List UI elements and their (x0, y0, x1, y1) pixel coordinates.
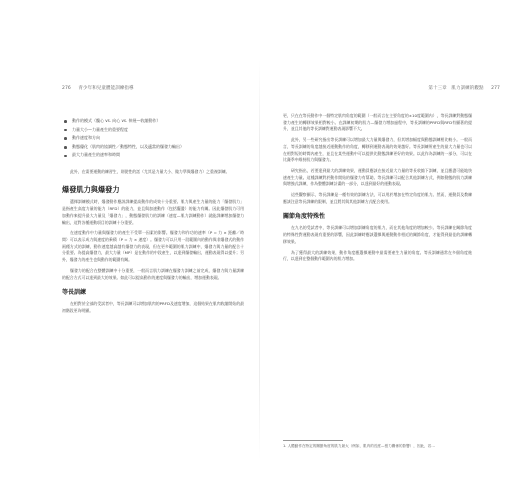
body-paragraph: 這些觀察顯示，等長訓練是一種有效的訓練方法，可以用於增加在特定角度的肌力。然而，運動員及教練應該注意等長訓練的限制，並且將其與其他訓練方式配合使用。 (283, 192, 472, 204)
right-column (283, 113, 472, 267)
body-paragraph: 研究指出，若要達到最大的訓練效果，運動員應該在接近最大力量的等長收縮下訓練，並且應盡可能地快速產生力量。這種訓練對於動作開始的爆發力有幫助。等長訓練可以配合其他訓練方式，例如動態的肌力訓練與增強式訓練，作為整體訓練計畫的一部分，以達到最好的運動表現。 (283, 167, 472, 187)
body-paragraph: 更，只在在等長動作中一個特定肌肉角度的範圍（一般而言在主要角度的±10度範圍內），等長訓練對動態爆發力產生的轉移效果相對較小。在訓練初期的肌力—爆發力增加過程中，等長訓練的PRFD與RFD有顯著的提升，並且其他的等長訓練對運動表現影響不大。 (283, 113, 472, 132)
bullet-item: 最大力量產生的速率和時間 (62, 152, 244, 158)
subsection-title: 關節角度特殊性 (283, 213, 326, 221)
right-running-head: 第十三章 肌力訓練的觀點 (428, 86, 484, 91)
bullet-item: 力量大小—力量產生的重要程度 (62, 127, 244, 133)
body-paragraph: 在相對於全部的受試者中，等長訓練可以增加肌肉的PRFD及速度增加，這個結果在肌肉收縮開始的最初階段更為明顯。 (62, 301, 244, 313)
section-title: 爆發肌力與爆發力 (62, 185, 120, 195)
body-paragraph: 此外，在需要運動的練習生，則從性的話（尤其是力量大小、做力學與爆發力）之重複訓練。 (70, 168, 230, 174)
left-page-number: 276 (62, 86, 71, 91)
bullet-item: 動作速度和方向 (62, 135, 244, 141)
left-running-header (62, 85, 134, 91)
bullet-item: 動作的模式（髖心 vs. 向心 vs. 伸展—收縮動作） (62, 118, 244, 124)
body-paragraph: 在九名的受試者中，等長訓練可以增加訓練角度的肌力，而在其他角度的增加較少。等長訓練在關節角度的特殊性對運動表現有重要的影響，因此訓練時應該選擇與運動動作相近的關節角度，才能得到最佳的訓練轉移效果。 (283, 225, 472, 244)
body-paragraph: 選擇訓練模式時，爆發動作應該訓練提高動作的成效十分重要。肌力與產生力量的能力「爆發肌力」是指產生高度力量的能力（RFD）的能力，並且與加速動作（包括擺盪）的能力有關。因此爆發肌力可用加動作來提升最大力量及「爆發力」，動態爆發肌力的訓練（速度—肌力訓練動作）就能訓練增加爆發力輸出，這對各種運動項目的訓練十分重要。 (62, 199, 244, 225)
body-paragraph: 此外，另一些研究指出等長訓練可以增加最大力量與爆發力，但其增加幅度與動態訓練相比較小。一般而言，等長訓練的角度越接近運動動作的角度，轉移到運動表現的效果越好。等長訓練所產生的最大力量也可以在相對短的時間內產生，並且在某些運動中可以提供比動態訓練更好的效果。以此作為訓練的一部分，可以在比賽季中維持肌力與爆發力。 (283, 137, 472, 163)
body-paragraph: 為了獲得最大的訓練效果，動作角度應選擇運動中最需要產生力量的角度。等長訓練通常在多個角度進行，以達到在整個動作範圍內的肌力增加。 (283, 249, 472, 262)
left-running-head: 青少年和兒童體能訓練指導 (78, 86, 134, 91)
bullet-list (62, 118, 244, 159)
left-column (62, 118, 244, 319)
body-paragraph: 爆發力的配合在整體訓練中十分重要，一般而言肌力訓練在爆發力訓練之前完成，爆發力與力量訓練的配合方式可以達到最大的效果。如此可以提高動作的速度與爆發力的輸出，增加運動表現。 (62, 267, 244, 280)
right-running-header (428, 85, 500, 91)
body-paragraph: 在速度動作中力量與爆發力的產生不受單一因素的影響。爆發力和作功的速率（P = 力 × 距離／時間）可以表示成力與速度的乘積（P = 力 × 速度）。爆發力可以只用一段範圍內的動作與非爆發式的動作兩種方式的訓練，動作速度越高越有爆發力的表現，但在更多範圍的肌力訓練中，爆發力與力量的配合十分重要。為提高爆發力，最大力量（MP）是在動作的中段產生，以達到爆發輸出，運動表現得以提升；另外，爆發力的產生也與動作的範圍有關。 (62, 230, 244, 263)
subsection-title: 等長訓練 (62, 289, 87, 297)
bullet-item: 動態優化（肌肉的協調性／動態特性，以及適當的爆發力輸出） (62, 144, 244, 150)
right-page-number: 277 (491, 86, 500, 91)
footnote-rule (283, 440, 343, 441)
footnote: 1. 人體動作在特定的關節角度的肌力最大（例如，肌肉的長度—張力關係的影響），因此，若… (283, 444, 435, 448)
